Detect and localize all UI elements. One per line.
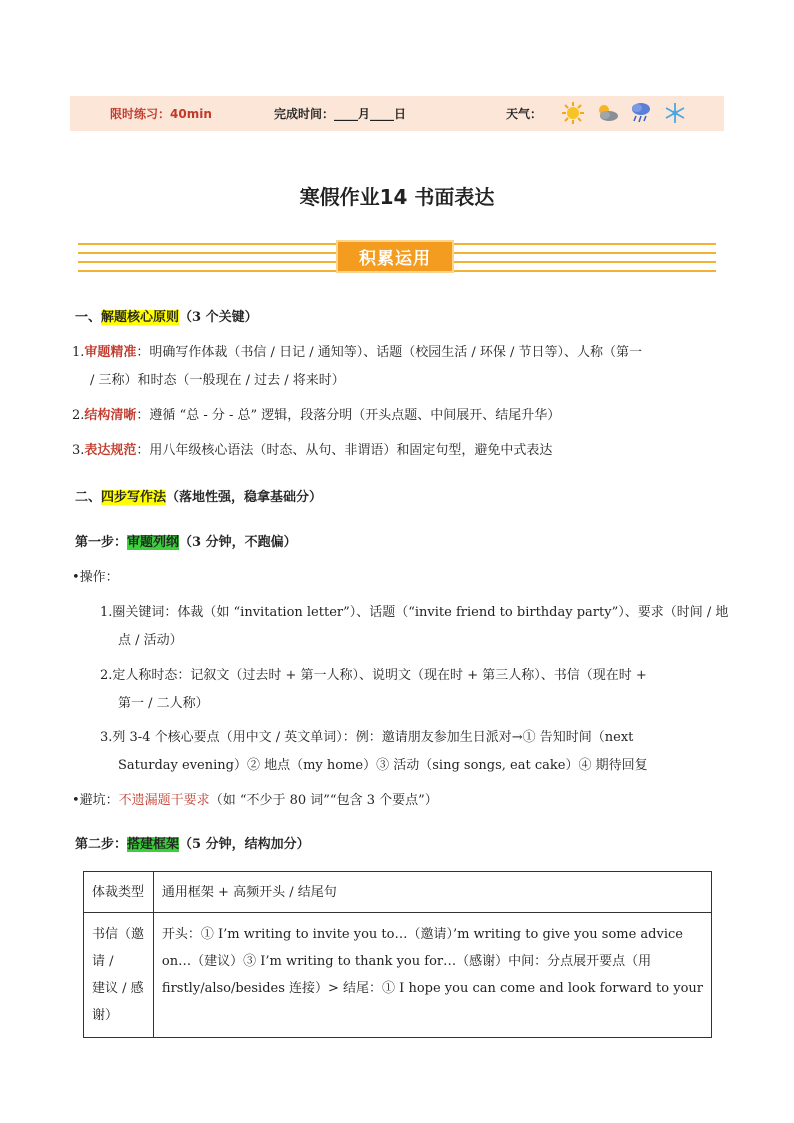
- weather-icons: [560, 100, 688, 126]
- table-header-row: [84, 872, 712, 913]
- table-header-cell: 通用框架 + 高频开头 / 结尾句: [153, 872, 711, 913]
- principle-1: 1.审题精准：明确写作体裁（书信 / 日记 / 通知等）、话题（校园生活 / 环保 / 节日等）、人称（第一: [72, 345, 643, 360]
- framework-table: [83, 871, 712, 1038]
- table-cell-type: 书信（邀请 / 建议 / 感谢）: [84, 913, 154, 1038]
- operation-2: 2.定人称时态：记叙文（过去时 + 第一人称）、说明文（现在时 + 第三人称）、书信（现在时 +: [100, 668, 647, 683]
- practice-info-bar: [70, 96, 724, 131]
- principle-1-cont: / 三称）和时态（一般现在 / 过去 / 将来时）: [90, 373, 345, 388]
- operation-label: •操作：: [72, 570, 119, 585]
- pitfall-note: •避坑：不遗漏题干要求（如 “不少于 80 词”“包含 3 个要点”）: [72, 793, 438, 808]
- operation-1: 1.圈关键词：体裁（如 “invitation letter”）、话题（“invite friend to birthday party”）、要求（时间 / 地: [100, 605, 729, 620]
- sun-icon[interactable]: [560, 100, 586, 126]
- step-2-heading: 第二步：搭建框架（5 分钟，结构加分）: [75, 837, 310, 852]
- operation-3: 3.列 3-4 个核心要点（用中文 / 英文单词）：例：邀请朋友参加生日派对→① 告知时间（next: [100, 730, 634, 745]
- principle-3: 3.表达规范：用八年级核心语法（时态、从句、非谓语）和固定句型，避免中式表达: [72, 443, 553, 458]
- partly-cloudy-icon[interactable]: [594, 100, 620, 126]
- table-cell-framework: 开头：① I’m writing to invite you to…（邀请）’m writing to give you some advice on…（建议）③ I’m writing to thank you for…（感谢）中间：分点展开要点（用 firstly/also/besides 连接）> 结尾：① I hope you can come and look forward to your: [153, 913, 711, 1038]
- completion-date: 完成时间：____月____日: [274, 107, 407, 121]
- rain-icon[interactable]: [628, 100, 654, 126]
- weather-label: 天气：: [506, 107, 543, 121]
- step-1-heading: 第一步：审题列纲（3 分钟，不跑偏）: [75, 535, 297, 550]
- table-row: [84, 913, 712, 1038]
- page-title: 寒假作业14 书面表达: [299, 185, 495, 209]
- banner-label: 积累运用: [336, 240, 454, 273]
- principle-2: 2.结构清晰：遵循 “总 - 分 - 总” 逻辑，段落分明（开头点题、中间展开、结尾升华）: [72, 408, 561, 423]
- section-banner: [78, 243, 716, 273]
- snow-icon[interactable]: [662, 100, 688, 126]
- section-heading-1: 一、解题核心原则（3 个关键）: [75, 310, 258, 325]
- operation-2-cont: 第一 / 二人称）: [118, 696, 209, 711]
- table-header-cell: 体裁类型: [84, 872, 154, 913]
- operation-1-cont: 点 / 活动）: [118, 633, 183, 648]
- operation-3-cont: Saturday evening）② 地点（my home）③ 活动（sing songs, eat cake）④ 期待回复: [118, 758, 648, 773]
- section-heading-2: 二、四步写作法（落地性强，稳拿基础分）: [75, 490, 323, 505]
- time-limit: 限时练习：40min: [110, 107, 212, 121]
